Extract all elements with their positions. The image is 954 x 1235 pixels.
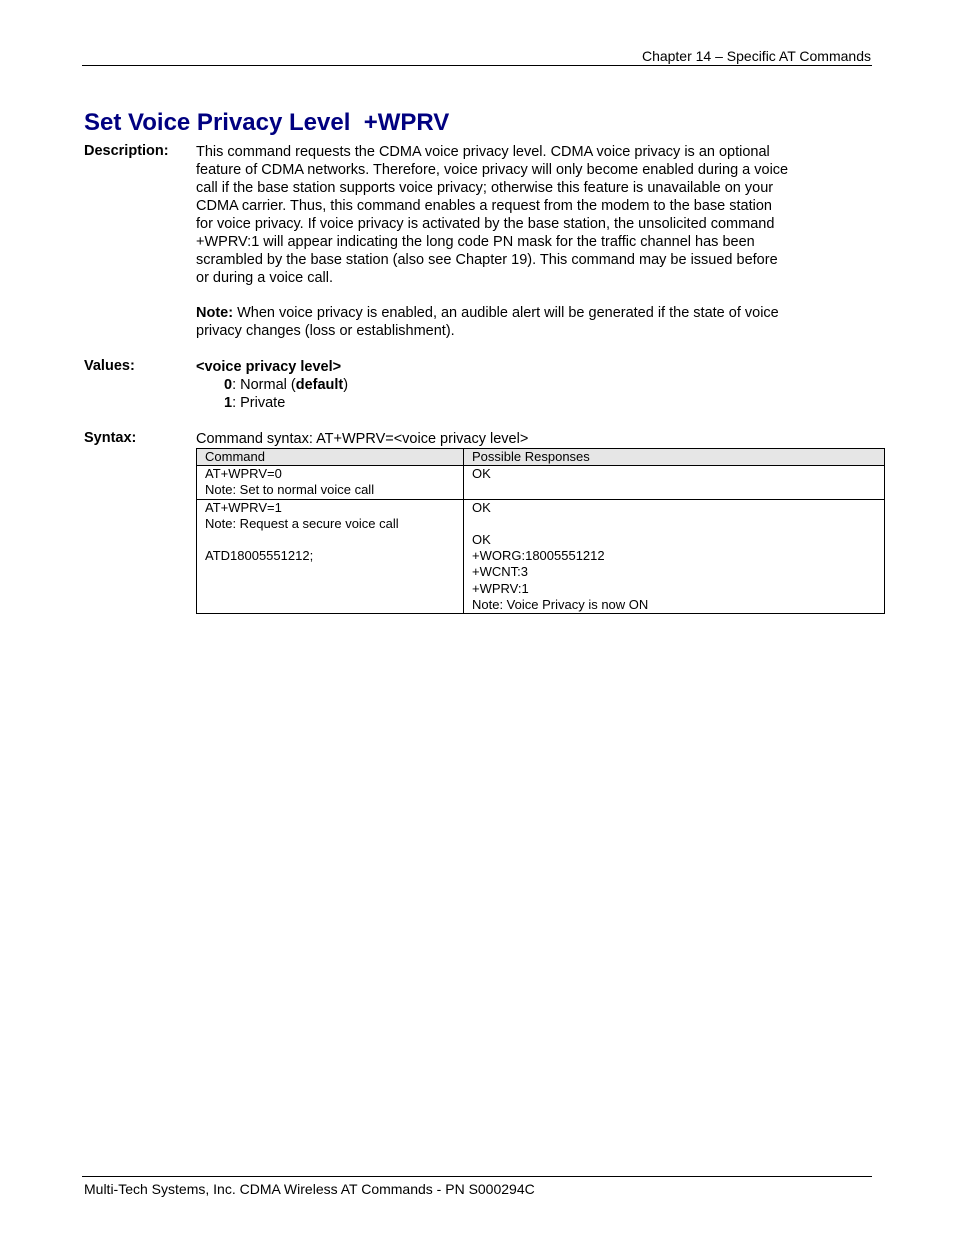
response-line: +WORG:18005551212 <box>472 548 605 564</box>
value-default: default <box>295 377 344 393</box>
value-text: : Private <box>232 395 286 411</box>
table-header-row <box>197 449 885 466</box>
response-cell <box>464 466 885 499</box>
value-text: : Normal ( <box>232 377 296 393</box>
response-cell <box>464 499 885 613</box>
syntax-label: Syntax: <box>84 430 137 446</box>
description-line: This command requests the CDMA voice privacy level. CDMA voice privacy is an optional <box>196 144 770 160</box>
response-line: OK <box>472 532 491 547</box>
value-code: 0 <box>224 377 233 393</box>
page-title: Set Voice Privacy Level +WPRV <box>84 109 450 136</box>
command-cell <box>197 466 464 499</box>
note-text: privacy changes (loss or establishment). <box>196 323 455 339</box>
command-cell <box>197 499 464 613</box>
description-line: CDMA carrier. Thus, this command enables a request from the modem to the base station <box>196 198 772 214</box>
syntax-table <box>196 448 885 614</box>
command-line: Note: Request a secure voice call <box>205 515 399 531</box>
table-row <box>197 499 885 613</box>
values-label: Values: <box>84 358 135 374</box>
response-line: Note: Voice Privacy is now ON <box>472 596 649 612</box>
header-rule <box>82 65 872 66</box>
description-line: feature of CDMA networks. Therefore, voice privacy will only become enabled during a voice <box>196 162 789 178</box>
description-label: Description: <box>84 143 169 159</box>
syntax-intro: Command syntax: AT+WPRV=<voice privacy level> <box>196 431 529 447</box>
running-footer: Multi-Tech Systems, Inc. CDMA Wireless AT Commands - PN S000294C <box>84 1181 535 1197</box>
description-line: +WPRV:1 will appear indicating the long code PN mask for the traffic channel has been <box>196 234 755 250</box>
note-body <box>196 304 846 340</box>
column-header-responses: Possible Responses <box>464 449 885 466</box>
command-line: Note: Set to normal voice call <box>205 482 375 498</box>
command-line: AT+WPRV=0 <box>205 466 282 482</box>
response-line: +WCNT:3 <box>472 564 528 580</box>
value-item <box>224 376 348 394</box>
description-body <box>196 143 846 287</box>
command-line: ATD18005551212; <box>205 548 314 564</box>
response-line: +WPRV:1 <box>472 580 529 596</box>
description-line: scrambled by the base station (also see Chapter 19). This command may be issued before <box>196 252 778 268</box>
note-label: Note: <box>196 305 234 321</box>
value-item <box>224 394 285 412</box>
running-header: Chapter 14 – Specific AT Commands <box>641 48 871 64</box>
description-line: for voice privacy. If voice privacy is activated by the base station, the unsolicited command <box>196 216 775 232</box>
note-text: When voice privacy is enabled, an audible alert will be generated if the state of voice <box>233 305 779 321</box>
value-code: 1 <box>224 395 233 411</box>
table-row <box>197 466 885 499</box>
footer-rule <box>82 1176 872 1177</box>
description-line: call if the base station supports voice privacy; otherwise this feature is unavailable on your <box>196 180 774 196</box>
response-line <box>472 516 876 532</box>
command-line: AT+WPRV=1 <box>205 499 282 515</box>
response-line: OK <box>472 466 491 482</box>
value-text: ) <box>343 377 349 393</box>
command-line <box>205 532 455 548</box>
column-header-command: Command <box>197 449 464 466</box>
description-line: or during a voice call. <box>196 270 334 286</box>
response-line: OK <box>472 499 491 515</box>
values-param: <voice privacy level> <box>196 359 342 375</box>
